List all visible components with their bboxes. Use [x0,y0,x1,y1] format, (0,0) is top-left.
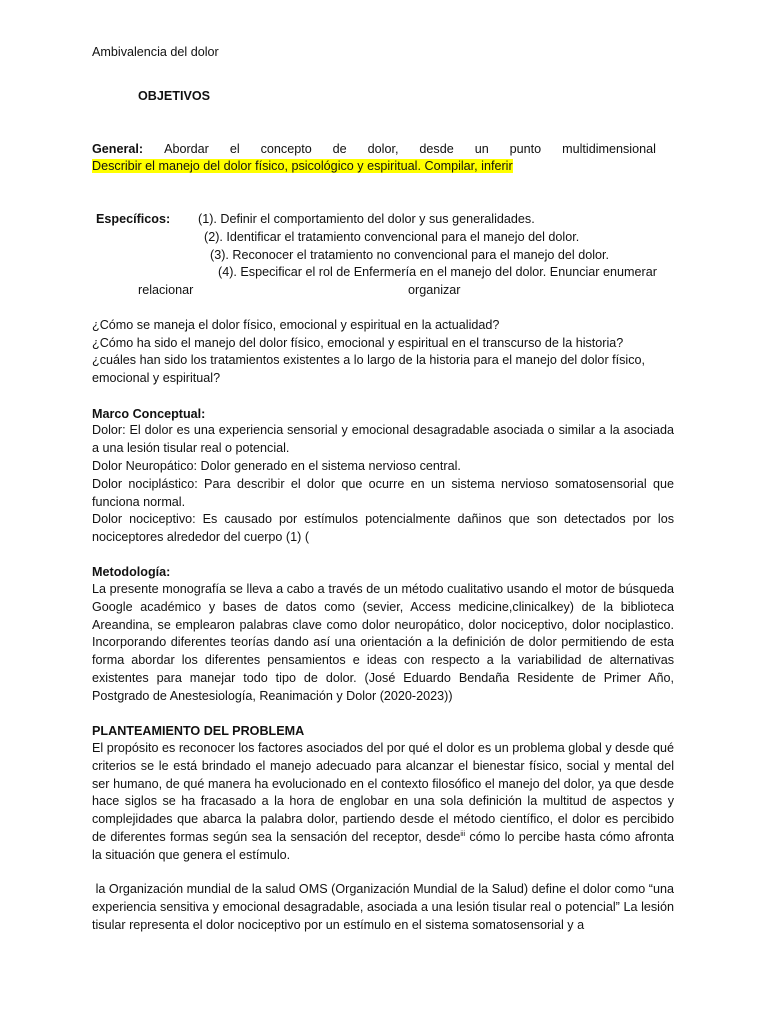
general-word: de [332,142,347,156]
general-word: multidimensional [562,142,656,156]
word-organizar: organizar [408,283,461,297]
general-word: concepto [260,142,312,156]
planteamiento-heading: PLANTEAMIENTO DEL PROBLEMA [92,724,305,738]
general-objective-line [92,141,674,157]
footnote-marker: iii [460,830,466,838]
general-word: punto [509,142,542,156]
metodologia-body: La presente monografía se lleva a cabo a través de un método cualitativo usando el motor de búsqueda Google académico y bases de datos como (sevier, Access medicine,clinicalkey) de la biblioteca Areandina, se emplearon palabras clave como dolor neuropático, dolor nociceptivo, dolor nociplastico. Incorporando diferentes teorías dando así una orientación a la definición de dolor permitiendo de esta forma abordar los diferentes pensamientos e ideas con respecto a la variabilidad de alternativas existentes para manejar todo tipo de dolor. (José Eduardo Bendaña Residente de Primer Año, Postgrado de Anestesiología, Reanimación y Dolor (2020-2023)) [92,582,674,703]
general-word: dolor, [367,142,399,156]
marco-paragraph-3: Dolor nociplástico: Para describir el dolor que ocurre en un sistema nervioso somatosensorial que funciona normal. [92,477,674,509]
general-word: Abordar [164,142,209,156]
planteamiento-body [92,740,674,865]
general-highlighted-text [92,158,513,174]
planteamiento-text-after: cómo lo percibe hasta cómo afronta la situación que genera el estímulo. [92,829,674,862]
question-3: ¿cuáles han sido los tratamientos existentes a lo largo de la historia para el manejo del dolor físico, emocional y espiritual? [92,353,646,385]
oms-paragraph: la Organización mundial de la salud OMS (Organización Mundial de la Salud) define el dolor como “una experiencia sensitiva y emocional desagradable, asociada a una lesión tisular real o potencial” La lesión tisular representa el dolor nociceptivo por un estímulo en el sistema somatosensorial y a [92,882,678,932]
marco-paragraph-1: Dolor: El dolor es una experiencia sensorial y emocional desagradable asociada o similar a la asociada a una lesión tisular real o potencial. [92,423,674,455]
word-relacionar: relacionar [138,283,194,297]
general-word: el [229,142,240,156]
marco-paragraph-4: Dolor nociceptivo: Es causado por estímulos potencialmente dañinos que son detectados por los nociceptores alrededor del cuerpo (1) ( [92,512,674,544]
question-2: ¿Cómo ha sido el manejo del dolor físico, emocional y espiritual en el transcurso de la historia? [92,336,624,350]
general-word: desde [419,142,454,156]
highlighted-span: Describir el manejo del dolor físico, psicológico y espiritual. Compilar, inferir [92,159,513,173]
marco-heading: Marco Conceptual: [92,407,206,421]
specific-objective-3: (3). Reconocer el tratamiento no convencional para el manejo del dolor. [210,248,610,262]
marco-paragraph-2: Dolor Neuropático: Dolor generado en el sistema nervioso central. [92,459,461,473]
general-word: un [474,142,489,156]
specific-objective-1: (1). Definir el comportamiento del dolor y sus generalidades. [198,212,535,226]
metodologia-heading: Metodología: [92,565,171,579]
especificos-label: Específicos: [96,212,171,226]
question-1: ¿Cómo se maneja el dolor físico, emocional y espiritual en la actualidad? [92,318,500,332]
document-header: Ambivalencia del dolor [92,45,219,59]
specific-objective-2: (2). Identificar el tratamiento convencional para el manejo del dolor. [204,230,580,244]
general-label: General: [92,142,144,156]
specific-objective-4: (4). Especificar el rol de Enfermería en el manejo del dolor. Enunciar enumerar [218,265,657,279]
objetivos-heading: OBJETIVOS [138,89,211,103]
planteamiento-text-before: El propósito es reconocer los factores asociados del por qué el dolor es un problema global y desde qué criterios se le está brindado el manejo adecuado para alcanzar el bienestar físico, social y mental del ser humano, de qué manera ha evolucionado en el contexto filosófico el manejo del dolor, ya que desde hace siglos se ha fracasado a la hora de englobar en una sola definición la multitud de aspectos y complejidades que abarca la palabra dolor, partiendo desde el método científico, el dolor es percibido de diferentes formas según sea la sensación del receptor, desde [92,741,674,844]
